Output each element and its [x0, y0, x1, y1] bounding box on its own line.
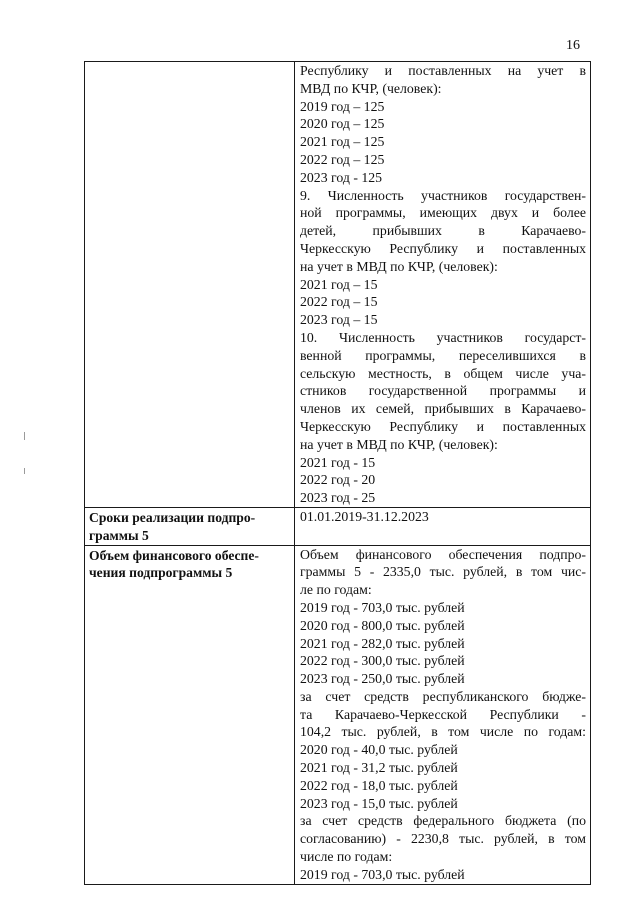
text-line: 2022 год - 20 — [300, 472, 376, 488]
text-line: детей, прибывших в Карачаево- — [300, 223, 586, 239]
text-line: 2019 год – 125 — [300, 98, 385, 114]
text-line: 2022 год – 15 — [300, 294, 378, 310]
text-line: членов их семей, прибывших в Карачаево- — [300, 401, 586, 417]
text-line: на учет в МВД по КЧР, (человек): — [300, 258, 498, 274]
page-number: 16 — [566, 38, 580, 53]
text-line: 2019 год - 703,0 тыс. рублей — [300, 599, 465, 615]
text-line: стников государственной программы и — [300, 383, 586, 399]
text-line: 2021 год - 15 — [300, 454, 376, 470]
text-line: 2023 год - 15,0 тыс. рублей — [300, 795, 458, 811]
text-line: 01.01.2019-31.12.2023 — [300, 508, 429, 524]
text-line: на учет в МВД по КЧР, (человек): — [300, 436, 498, 452]
text-line: 2021 год - 31,2 тыс. рублей — [300, 760, 458, 776]
text-line: 2022 год - 18,0 тыс. рублей — [300, 777, 458, 793]
text-line: 9. Численность участников государствен- — [300, 187, 586, 203]
label-line: Объем финансового обеспе- — [89, 547, 259, 563]
text-line: Черкесскую Республику и поставленных — [300, 418, 586, 434]
text-line: Объем финансового обеспечения подпро- — [300, 546, 586, 562]
text-line: за счет средств республиканского бюдже- — [300, 688, 586, 704]
label-line: Сроки реализации подпро- — [89, 509, 256, 525]
row-value-cell — [295, 62, 591, 508]
text-line: сельскую местность, в общем числе уча- — [300, 365, 586, 381]
text-line: та Карачаево-Черкесской Республики - — [300, 706, 586, 722]
label-line: граммы 5 — [89, 527, 149, 543]
row-value — [295, 546, 590, 884]
table-row-indicators — [85, 62, 591, 508]
text-line: 2023 год - 250,0 тыс. рублей — [300, 671, 465, 687]
text-line: венной программы, переселившихся в — [300, 347, 586, 363]
text-line: ле по годам: — [300, 582, 372, 598]
text-line: 2023 год - 25 — [300, 490, 376, 506]
text-line: 2022 год - 300,0 тыс. рублей — [300, 653, 465, 669]
text-line: за счет средств федерального бюджета (по — [300, 813, 586, 829]
table-row-funding — [85, 545, 591, 884]
row-label-cell — [85, 545, 295, 884]
text-line: 2020 год – 125 — [300, 116, 385, 132]
row-value — [295, 62, 590, 507]
text-line: 2022 год – 125 — [300, 151, 385, 167]
text-line: 104,2 тыс. рублей, в том числе по годам: — [300, 724, 586, 740]
text-line: граммы 5 - 2335,0 тыс. рублей, в том чис- — [300, 564, 586, 580]
row-value-cell — [295, 545, 591, 884]
text-line: 2021 год – 125 — [300, 134, 385, 150]
text-line: 2023 год - 125 — [300, 169, 383, 185]
row-label — [85, 508, 294, 545]
text-line: 2019 год - 703,0 тыс. рублей — [300, 866, 465, 882]
text-line: 2020 год - 40,0 тыс. рублей — [300, 742, 458, 758]
text-line: Республику и поставленных на учет в — [300, 63, 586, 78]
text-line: числе по годам: — [300, 849, 393, 865]
table-row-timeline — [85, 507, 591, 545]
row-value — [295, 508, 590, 526]
text-line: 2023 год – 15 — [300, 312, 378, 328]
scan-artifact-line — [24, 468, 25, 474]
row-label-cell — [85, 62, 295, 508]
label-line: чения подпрограммы 5 — [89, 565, 233, 581]
passport-table — [84, 61, 591, 885]
text-line: 2020 год - 800,0 тыс. рублей — [300, 617, 465, 633]
row-label-cell — [85, 507, 295, 545]
text-line: 2021 год - 282,0 тыс. рублей — [300, 635, 465, 651]
text-line: Черкесскую Республику и поставленных — [300, 240, 586, 256]
text-line: 10. Численность участников государст- — [300, 329, 586, 345]
row-label — [85, 62, 294, 63]
text-line: ной программы, имеющих двух и более — [300, 205, 586, 221]
text-line: согласованию) - 2230,8 тыс. рублей, в том — [300, 831, 586, 847]
scan-artifact-line — [24, 432, 25, 440]
text-line: 2021 год – 15 — [300, 276, 378, 292]
row-value-cell — [295, 507, 591, 545]
passport-table-body — [85, 62, 591, 885]
text-line: МВД по КЧР, (человек): — [300, 80, 442, 96]
row-label — [85, 546, 294, 583]
